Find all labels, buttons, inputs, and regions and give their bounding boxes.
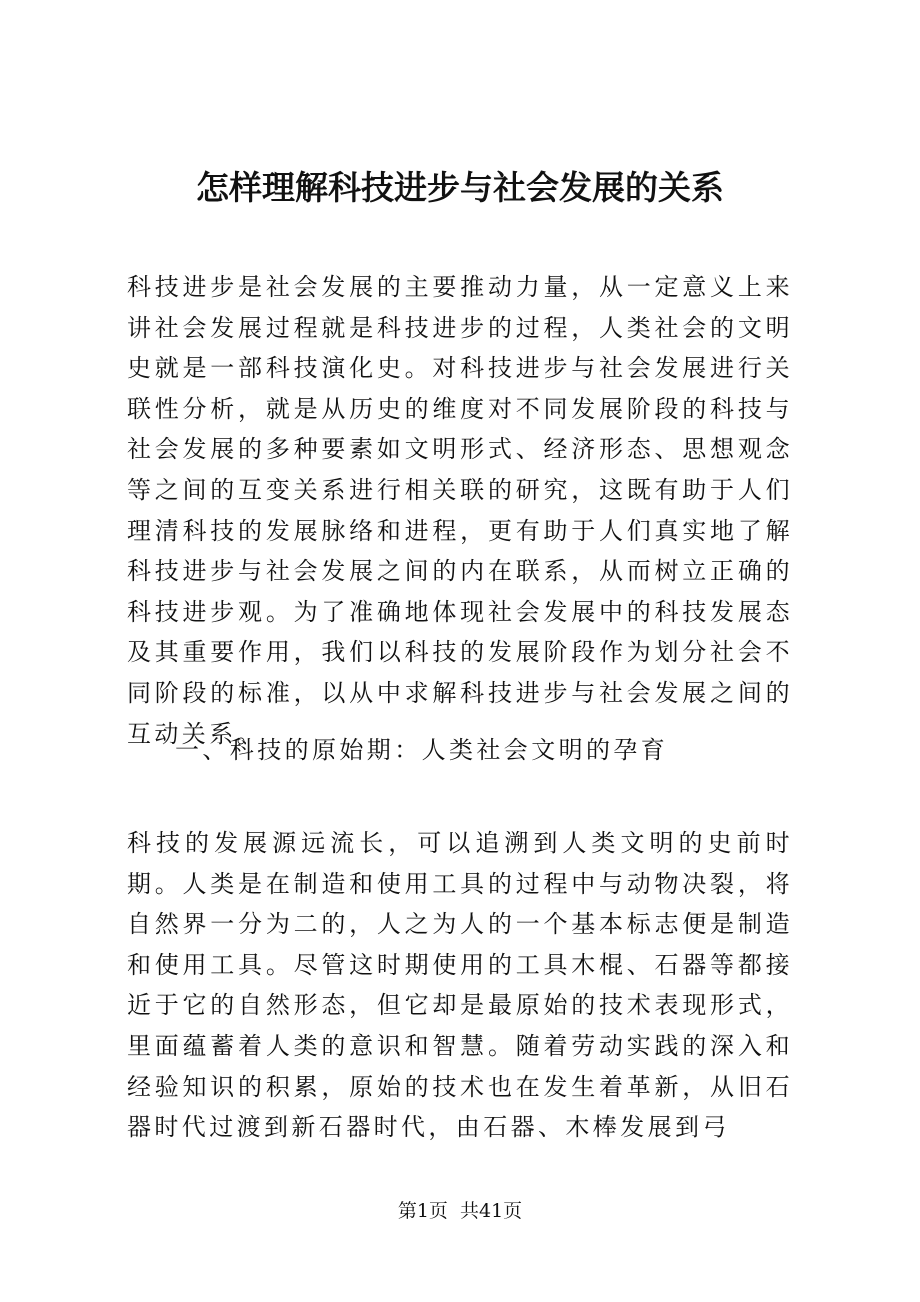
document-title: 怎样理解科技进步与社会发展的关系 (196, 168, 724, 207)
section-heading: 一、科技的原始期：人类社会文明的孕育 (175, 736, 669, 764)
body-paragraph-1: 科技进步是社会发展的主要推动力量，从一定意义上来讲社会发展过程就是科技进步的过程，人类社会的文明史就是一部科技演化史。对科技进步与社会发展进行关联性分析，就是从历史的维度对不同发展阶段的科技与社会发展的多种要素如文明形式、经济形态、思想观念等之间的互变关系进行相关联的研究，这既有助于人们理清科技的发展脉络和进程，更有助于人们真实地了解科技进步与社会发展之间的内在联系，从而树立正确的科技进步观。为了准确地体现社会发展中的科技发展态及其重要作用，我们以科技的发展阶段作为划分社会不同阶段的标准，以从中求解科技进步与社会发展之间的互动关系。 (127, 273, 793, 748)
body-paragraph-2: 科技的发展源远流长，可以追溯到人类文明的史前时期。人类是在制造和使用工具的过程中与动物决裂，将自然界一分为二的，人之为人的一个基本标志便是制造和使用工具。尽管这时期使用的工具木棍、石器等都接近于它的自然形态，但它却是最原始的技术表现形式，里面蕴蓄着人类的意识和智慧。随着劳动实践的深入和经验知识的积累，原始的技术也在发生着革新，从旧石器时代过渡到新石器时代，由石器、木棒发展到弓 (127, 829, 793, 1142)
page-number-footer: 第1页 共41页 (397, 1200, 523, 1222)
